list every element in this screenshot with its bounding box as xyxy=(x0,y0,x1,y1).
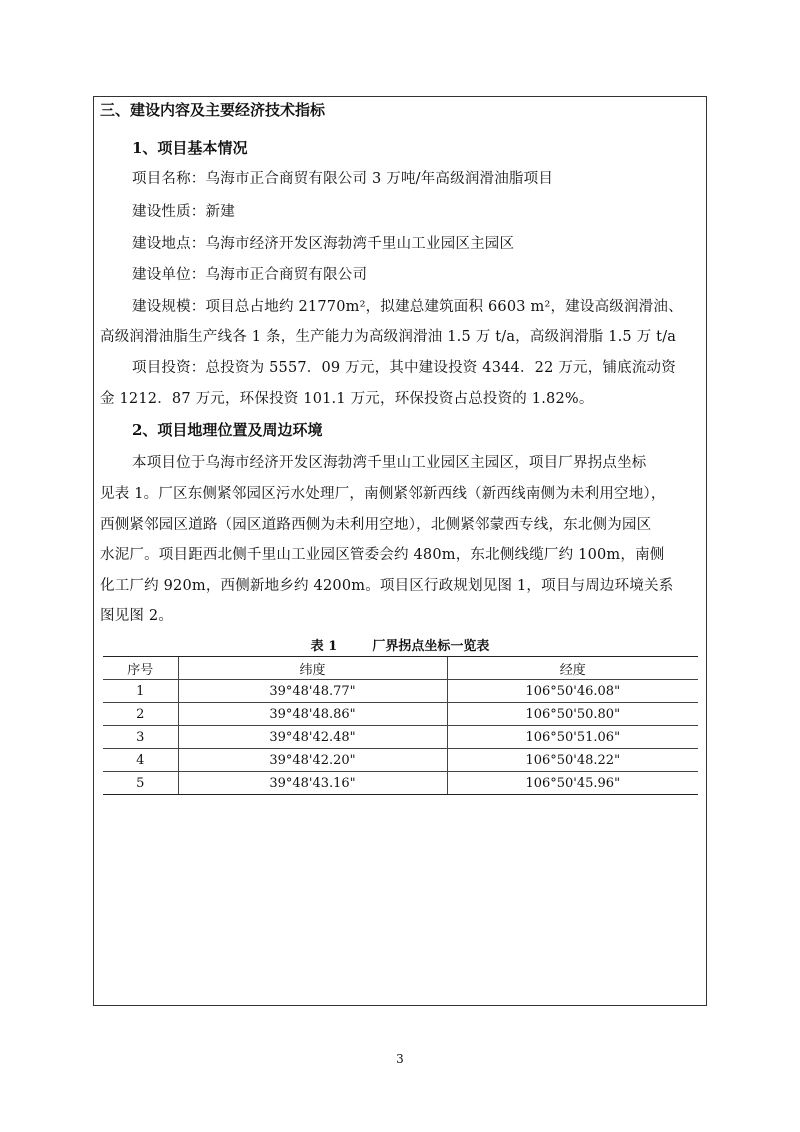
cell-index: 1 xyxy=(103,680,178,703)
cell-longitude: 106°50'50.80" xyxy=(447,703,698,726)
table-header-row xyxy=(103,657,698,680)
geo-line3: 西侧紧邻园区道路（园区道路西侧为未利用空地），北侧紧邻蒙西专线，东北侧为园区 xyxy=(100,517,652,533)
coordinates-table xyxy=(103,656,698,795)
table-row xyxy=(103,749,698,772)
page-number: 3 xyxy=(396,1052,404,1066)
geo-line4: 水泥厂。项目距西北侧千里山工业园区管委会约 480m，东北侧线缆厂约 100m，南侧 xyxy=(100,547,665,563)
cell-index: 2 xyxy=(103,703,178,726)
project-nature: 建设性质：新建 xyxy=(132,204,235,220)
geo-line5: 化工厂约 920m，西侧新地乡约 4200m。项目区行政规划见图 1，项目与周边环境关系 xyxy=(100,578,674,594)
table-row xyxy=(103,680,698,703)
project-investment-line2: 金 1212．87 万元，环保投资 101.1 万元，环保投资占总投资的 1.82%。 xyxy=(100,391,594,407)
table-row xyxy=(103,703,698,726)
cell-longitude: 106°50'51.06" xyxy=(447,726,698,749)
table-caption-number: 表 1 xyxy=(310,639,338,654)
geo-line6: 图见图 2。 xyxy=(100,608,174,624)
subsection-basic-info: 1、项目基本情况 xyxy=(132,139,248,157)
geo-line1: 本项目位于乌海市经济开发区海勃湾千里山工业园区主园区，项目厂界拐点坐标 xyxy=(132,455,647,471)
project-location: 建设地点：乌海市经济开发区海勃湾千里山工业园区主园区 xyxy=(132,236,515,252)
cell-index: 4 xyxy=(103,749,178,772)
cell-latitude: 39°48'42.20" xyxy=(178,749,447,772)
section-title: 三、建设内容及主要经济技术指标 xyxy=(100,101,326,119)
table-caption xyxy=(0,635,800,654)
table-row xyxy=(103,772,698,795)
cell-index: 5 xyxy=(103,772,178,795)
cell-longitude: 106°50'45.96" xyxy=(447,772,698,795)
project-unit: 建设单位：乌海市正合商贸有限公司 xyxy=(132,267,368,283)
cell-longitude: 106°50'48.22" xyxy=(447,749,698,772)
cell-latitude: 39°48'48.77" xyxy=(178,680,447,703)
cell-index: 3 xyxy=(103,726,178,749)
project-scale-line1: 建设规模：项目总占地约 21770m²，拟建总建筑面积 6603 m²，建设高级润滑油、 xyxy=(132,299,683,315)
project-name: 项目名称：乌海市正合商贸有限公司 3 万吨/年高级润滑油脂项目 xyxy=(132,171,554,187)
cell-latitude: 39°48'43.16" xyxy=(178,772,447,795)
cell-latitude: 39°48'48.86" xyxy=(178,703,447,726)
table-row xyxy=(103,726,698,749)
cell-latitude: 39°48'42.48" xyxy=(178,726,447,749)
subsection-location: 2、项目地理位置及周边环境 xyxy=(132,421,323,439)
header-longitude: 经度 xyxy=(447,657,698,680)
project-scale-line2: 高级润滑油脂生产线各 1 条，生产能力为高级润滑油 1.5 万 t/a，高级润滑脂 1.5 万 t/a xyxy=(100,329,677,345)
project-investment-line1: 项目投资：总投资为 5557．09 万元，其中建设投资 4344．22 万元，铺底流动资 xyxy=(132,360,676,376)
table-caption-title: 厂界拐点坐标一览表 xyxy=(372,639,490,654)
cell-longitude: 106°50'46.08" xyxy=(447,680,698,703)
geo-line2: 见表 1。厂区东侧紧邻园区污水处理厂，南侧紧邻新西线（新西线南侧为未利用空地）， xyxy=(100,486,666,502)
header-latitude: 纬度 xyxy=(178,657,447,680)
header-index: 序号 xyxy=(103,657,178,680)
